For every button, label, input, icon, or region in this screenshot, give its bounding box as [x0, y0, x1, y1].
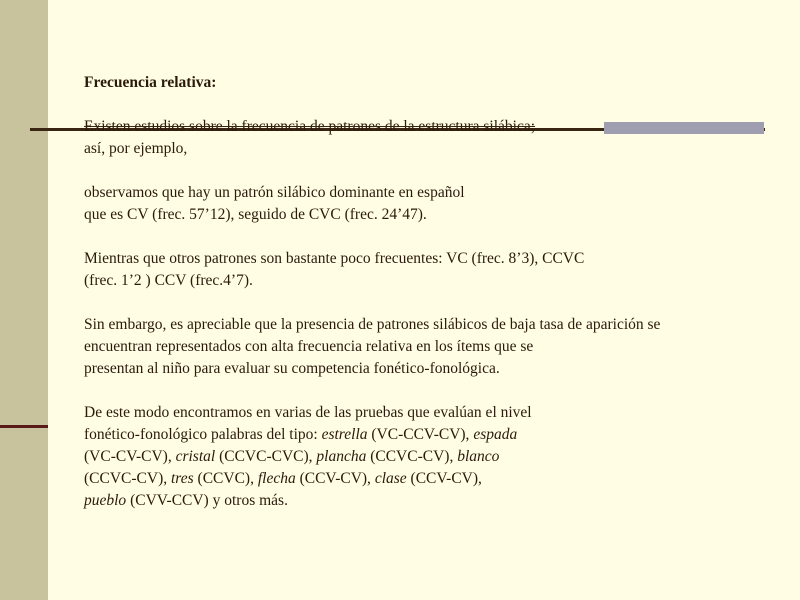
word-pueblo: pueblo: [84, 492, 127, 509]
word-flecha: flecha: [257, 470, 296, 487]
examples-line-1: De este modo encontramos en varias de las pruebas que evalúan el nivel: [84, 404, 532, 421]
sidebar-rule: [0, 425, 48, 428]
dominant-line-2: que es CV (frec. 57’12), seguido de CVC (frec. 24’47).: [84, 206, 427, 223]
slide-content: [84, 72, 784, 512]
paragraph-intro: [84, 116, 784, 160]
paragraph-however: [84, 314, 784, 380]
examples-line-4: (CCVC-CV), tres (CCVC), flecha (CCV-CV), clase (CCV-CV),: [84, 470, 482, 487]
infrequent-line-2: (frec. 1’2 ) CCV (frec.4’7).: [84, 272, 253, 289]
paragraph-examples: [84, 402, 784, 512]
paragraph-infrequent-patterns: [84, 248, 784, 292]
word-cristal: cristal: [175, 448, 216, 465]
dominant-line-1: observamos que hay un patrón silábico dominante en español: [84, 184, 465, 201]
slide-title: Frecuencia relativa:: [84, 74, 217, 91]
word-tres: tres: [170, 470, 194, 487]
examples-line-5: pueblo (CVV-CCV) y otros más.: [84, 492, 288, 509]
slide-sidebar-band: [0, 0, 48, 600]
examples-line-2: fonético-fonológico palabras del tipo: estrella (VC-CCV-CV), espada: [84, 426, 518, 443]
word-estrella: estrella: [321, 426, 368, 443]
word-espada: espada: [473, 426, 518, 443]
paragraph-dominant-pattern: [84, 182, 784, 226]
however-line-2: encuentran representados con alta frecuencia relativa en los ítems que se: [84, 338, 534, 355]
intro-line-2: así, por ejemplo,: [84, 140, 188, 157]
infrequent-line-1: Mientras que otros patrones son bastante poco frecuentes: VC (frec. 8’3), CCVC: [84, 250, 585, 267]
word-clase: clase: [374, 470, 407, 487]
intro-line-1: Existen estudios sobre la frecuencia de patrones de la estructura silábica;: [84, 118, 536, 135]
however-line-3: presentan al niño para evaluar su competencia fonético-fonológica.: [84, 360, 500, 377]
examples-line-3: (VC-CV-CV), cristal (CCVC-CVC), plancha (CCVC-CV), blanco: [84, 448, 500, 465]
word-blanco: blanco: [457, 448, 500, 465]
however-line-1: Sin embargo, es apreciable que la presencia de patrones silábicos de baja tasa de aparición se: [84, 316, 661, 333]
word-plancha: plancha: [316, 448, 367, 465]
